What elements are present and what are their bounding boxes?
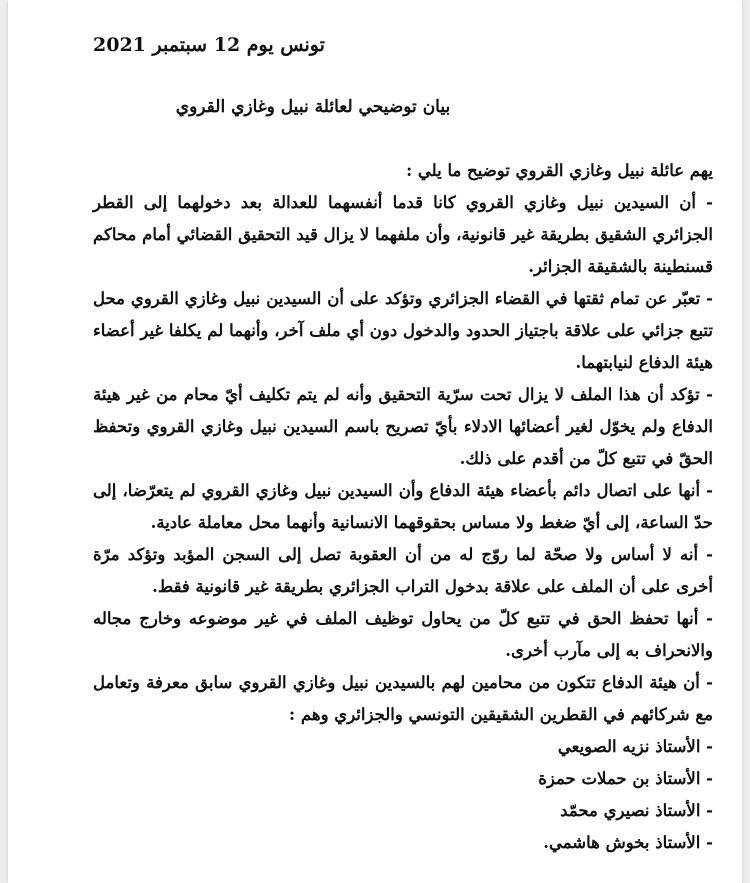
lawyer-item: - الأستاذ بن حملات حمزة: [538, 769, 713, 788]
paragraph-6: - أنها تحفظ الحق في تتبع كلّ من يحاول توظيف الملف في غير موضوعه وخارج مجاله والانحراف به إلى مآرب أخرى.: [93, 609, 713, 660]
paragraph-5: - أنه لا أساس ولا صحّة لما روّج له من أن العقوبة تصل إلى السجن المؤبد وتؤكد مرّة أخرى على أن الملف على علاقة بدخول التراب الجزائري بطريقة غير قانونية فقط.: [93, 545, 713, 596]
paragraph-3: - تؤكد أن هذا الملف لا يزال تحت سرّية التحقيق وأنه لم يتم تكليف أيّ محام من غير هيئة الدفاع ولم يخوّل لغير أعضائها الادلاء بأيّ تصريح باسم السيدين نبيل وغازي القروي وتحفظ الحقّ في تتبع كلّ من أقدم على ذلك.: [93, 385, 713, 468]
statement-text: [93, 155, 713, 859]
document-date: تونس يوم 12 سبتمبر 2021: [93, 34, 325, 56]
document-title: بيان توضيحي لعائلة نبيل وغازي القروي: [175, 97, 451, 117]
lawyer-item: - الأستاذ نزيه الصويعي: [557, 737, 713, 756]
paragraph-1: - أن السيدين نبيل وغازي القروي كانا قدما أنفسهما للعدالة بعد دخولهما إلى القطر الجزائري الشقيق بطريقة غير قانونية، وأن ملفهما لا يزال قيد التحقيق القضائي أمام محاكم قسنطينة بالشقيقة الجزائر.: [93, 193, 713, 276]
paragraph-4: - أنها على اتصال دائم بأعضاء هيئة الدفاع وأن السيدين نبيل وغازي القروي لم يتعرّضا، إلى حدّ الساعة، إلى أيّ ضغط ولا مساس بحقوقهما الانسانية وأنهما محل معاملة عادية.: [93, 481, 713, 532]
intro-line: يهم عائلة نبيل وغازي القروي توضيح ما يلي :: [406, 161, 713, 180]
paragraph-2: - تعبّر عن تمام ثقتها في القضاء الجزائري وتؤكد على أن السيدين نبيل وغازي القروي محل تتبع جزائي على علاقة باجتياز الحدود والدخول دون أي ملف آخر، وأنهما لم يكلفا غير أعضاء هيئة الدفاع لنيابتهما.: [93, 289, 714, 372]
lawyer-item: - الأستاذ نصيري محمّد: [560, 801, 713, 820]
paragraph-7: - أن هيئة الدفاع تتكون من محامين لهم بالسيدين نبيل وغازي القروي سابق معرفة وتعامل مع شركائهم في القطرين الشقيقين التونسي والجزائري وهم :: [93, 673, 713, 724]
document-page: [8, 0, 742, 883]
lawyer-item: - الأستاذ بخوش هاشمي.: [543, 833, 713, 852]
